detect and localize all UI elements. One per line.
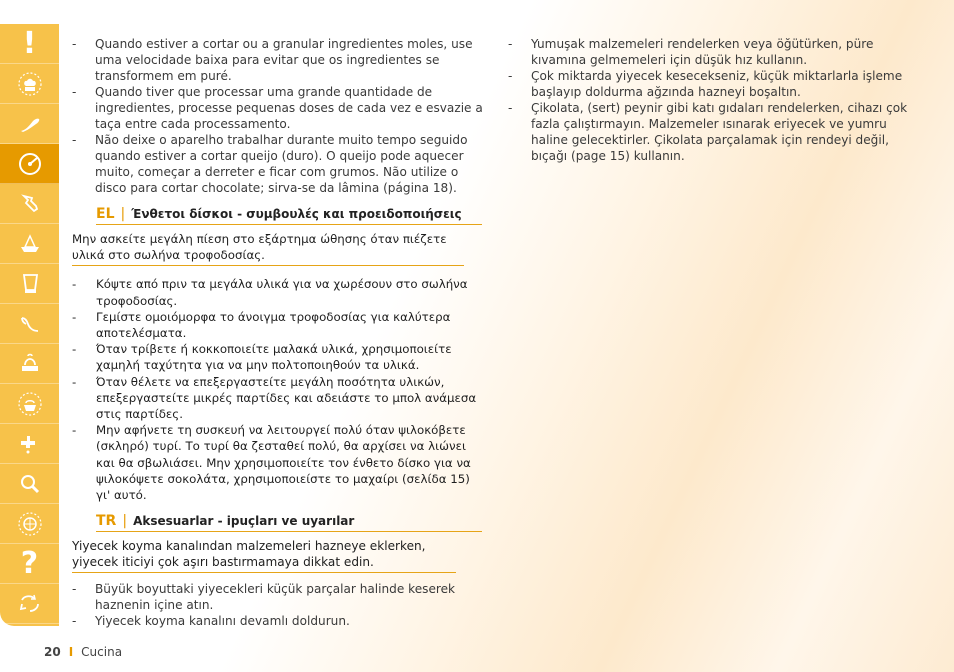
- globe-icon: [16, 510, 44, 538]
- sidebar-nav: [0, 24, 59, 626]
- page-footer: [44, 645, 122, 659]
- kneading-icon: [16, 190, 44, 218]
- list-item: [72, 36, 484, 84]
- tab-safety[interactable]: [0, 24, 59, 64]
- bullet-dash: -: [72, 85, 77, 99]
- tab-intro[interactable]: [0, 64, 59, 104]
- list-item: [72, 309, 484, 341]
- list-item-text: Não deixe o aparelho trabalhar durante muito tempo seguido quando estiver a cortar queijo (duro). O queijo pode aquecer muito, começar a derreter e ficar com grumos. Não utilize o disco para cortar chocolate; sirva-se da lâmina (página 18).: [95, 133, 468, 195]
- list-item: [72, 613, 484, 629]
- bullet-dash: -: [72, 423, 77, 438]
- list-item: [72, 422, 484, 503]
- list-item: [72, 581, 484, 613]
- tab-citrus-press[interactable]: [0, 224, 59, 264]
- bullet-dash: -: [72, 582, 77, 597]
- footer-separator: I: [68, 645, 74, 659]
- tab-blender[interactable]: [0, 264, 59, 304]
- exclamation-icon: !: [22, 25, 37, 61]
- question-icon: ?: [20, 545, 39, 581]
- bullet-dash: -: [72, 614, 77, 629]
- tab-environment[interactable]: [0, 504, 59, 544]
- list-item: [72, 84, 484, 132]
- separator: |: [120, 206, 126, 222]
- list-item-text: Çok miktarda yiyecek kesecekseniz, küçük miktarlarla işleme başlayıp doldurma ağzında hazneyi boşaltın.: [531, 69, 903, 99]
- el-bullet-list: [72, 276, 484, 503]
- page-number: 20: [44, 645, 61, 659]
- left-column: [72, 36, 484, 629]
- tab-whisk[interactable]: [0, 304, 59, 344]
- recycle-icon: [16, 590, 44, 618]
- bullet-dash: -: [72, 37, 77, 51]
- tab-discs[interactable]: [0, 144, 59, 184]
- tr-bullet-list: [72, 581, 484, 629]
- section-header-tr: [96, 513, 482, 532]
- tab-troubleshooting[interactable]: [0, 464, 59, 504]
- list-item-text: Γεμίστε ομοιόμορφα το άνοιγμα τροφοδοσίας για καλύτερα αποτελέσματα.: [96, 309, 451, 341]
- right-bullet-list: [508, 36, 920, 164]
- blender-icon: [16, 270, 44, 298]
- section-header-el: [96, 206, 482, 225]
- list-item-text: Büyük boyuttaki yiyecekleri küçük parçalar halinde keserek haznenin içine atın.: [95, 582, 456, 613]
- chef-hand-icon: [16, 110, 44, 138]
- bullet-dash: -: [72, 133, 77, 147]
- tab-cooking[interactable]: [0, 344, 59, 384]
- bullet-dash: -: [72, 374, 77, 389]
- right-column: [508, 36, 920, 164]
- list-item-text: Όταν θέλετε να επεξεργαστείτε μεγάλη ποσότητα υλικών, επεξεργαστείτε μικρές παρτίδες και αδειάστε το μπολ ανάμεσα στις παρτίδες.: [96, 374, 477, 422]
- tap-icon: [16, 430, 44, 458]
- tab-general[interactable]: [0, 104, 59, 144]
- list-item: [508, 36, 920, 68]
- bullet-dash: -: [508, 101, 513, 115]
- list-item-text: Όταν τρίβετε ή κοκκοποιείτε μαλακά υλικά, χρησιμοποιείτε χαμηλή ταχύτητα για να μην πολτοποιηθούν τα υλικά.: [96, 342, 452, 373]
- bullet-dash: -: [72, 309, 77, 324]
- bullet-dash: -: [72, 277, 77, 292]
- disc-icon: [16, 150, 44, 178]
- tab-guarantee[interactable]: [0, 584, 59, 624]
- pt-bullet-list: [72, 36, 484, 196]
- list-item-text: Yumuşak malzemeleri rendelerken veya öğütürken, püre kıvamına gelmemeleri için düşük hız kullanın.: [531, 37, 874, 67]
- list-item: [72, 276, 484, 308]
- separator: |: [122, 513, 128, 530]
- tab-faq[interactable]: [0, 544, 59, 584]
- list-item: [72, 341, 484, 373]
- list-item-text: Quando estiver a cortar ou a granular ingredientes moles, use uma velocidade baixa para evitar que os ingredientes se transformem em puré.: [95, 37, 473, 83]
- list-item: [508, 100, 920, 164]
- magnifier-icon: [16, 470, 44, 498]
- list-item-text: Çikolata, (sert) peynir gibi katı gıdaları rendelerken, cihazı çok fazla çalıştırmayın. Malzemeler ısınarak eriyecek ve yumru haline gelecektirler. Çikolata parçalamak için rendeyi değil, bıçağı (page 15) kullanın.: [531, 101, 908, 163]
- list-item-text: Yiyecek koyma kanalını devamlı doldurun.: [95, 614, 350, 629]
- list-item-text: Μην αφήνετε τη συσκευή να λειτουργεί πολύ όταν ψιλοκόβετε (σκληρό) τυρί. Το τυρί θα ζεσταθεί πολύ, θα αρχίσει να λιώνει και θα σβωλιάσει. Μην χρησιμοποιείτε τον ένθετο δίσκο για να ψιλοκόψετε σοκολάτα, χρησιμοποιείστε το μαχαίρι (σελίδα 15) γι' αυτό.: [96, 423, 471, 503]
- warning-tr: Yiyecek koyma kanalından malzemeleri hazneye eklerken, yiyecek iticiyi çok aşırı bastırmamaya dikkat edin.: [72, 538, 456, 573]
- warning-el: Μην ασκείτε μεγάλη πίεση στο εξάρτημα ώθησης όταν πιέζετε υλικά στο σωλήνα τροφοδοσίας.: [72, 231, 464, 266]
- tab-kneading[interactable]: [0, 184, 59, 224]
- list-item-text: Κόψτε από πριν τα μεγάλα υλικά για να χωρέσουν στο σωλήνα τροφοδοσίας.: [96, 277, 468, 308]
- language-code-tr: TR: [96, 513, 117, 530]
- section-title-tr: Aksesuarlar - ipuçları ve uyarılar: [133, 514, 355, 529]
- citrus-press-icon: [16, 230, 44, 258]
- chef-icon: [16, 70, 44, 98]
- whisk-icon: [16, 310, 44, 338]
- language-code-el: EL: [96, 206, 115, 222]
- bullet-dash: -: [508, 69, 513, 83]
- list-item-text: Quando tiver que processar uma grande quantidade de ingredientes, processe pequenas doses de cada vez e esvazie a taça entre cada processamento.: [95, 85, 483, 131]
- bullet-dash: -: [72, 342, 77, 357]
- recipe-icon: [16, 390, 44, 418]
- tab-recipes[interactable]: [0, 384, 59, 424]
- section-name: Cucina: [81, 645, 123, 659]
- list-item: [508, 68, 920, 100]
- cooking-icon: [16, 350, 44, 378]
- list-item: [72, 374, 484, 423]
- tab-cleaning[interactable]: [0, 424, 59, 464]
- section-title-el: Ένθετοι δίσκοι - συμβουλές και προειδοποιήσεις: [131, 207, 462, 221]
- bullet-dash: -: [508, 37, 513, 51]
- list-item: [72, 132, 484, 196]
